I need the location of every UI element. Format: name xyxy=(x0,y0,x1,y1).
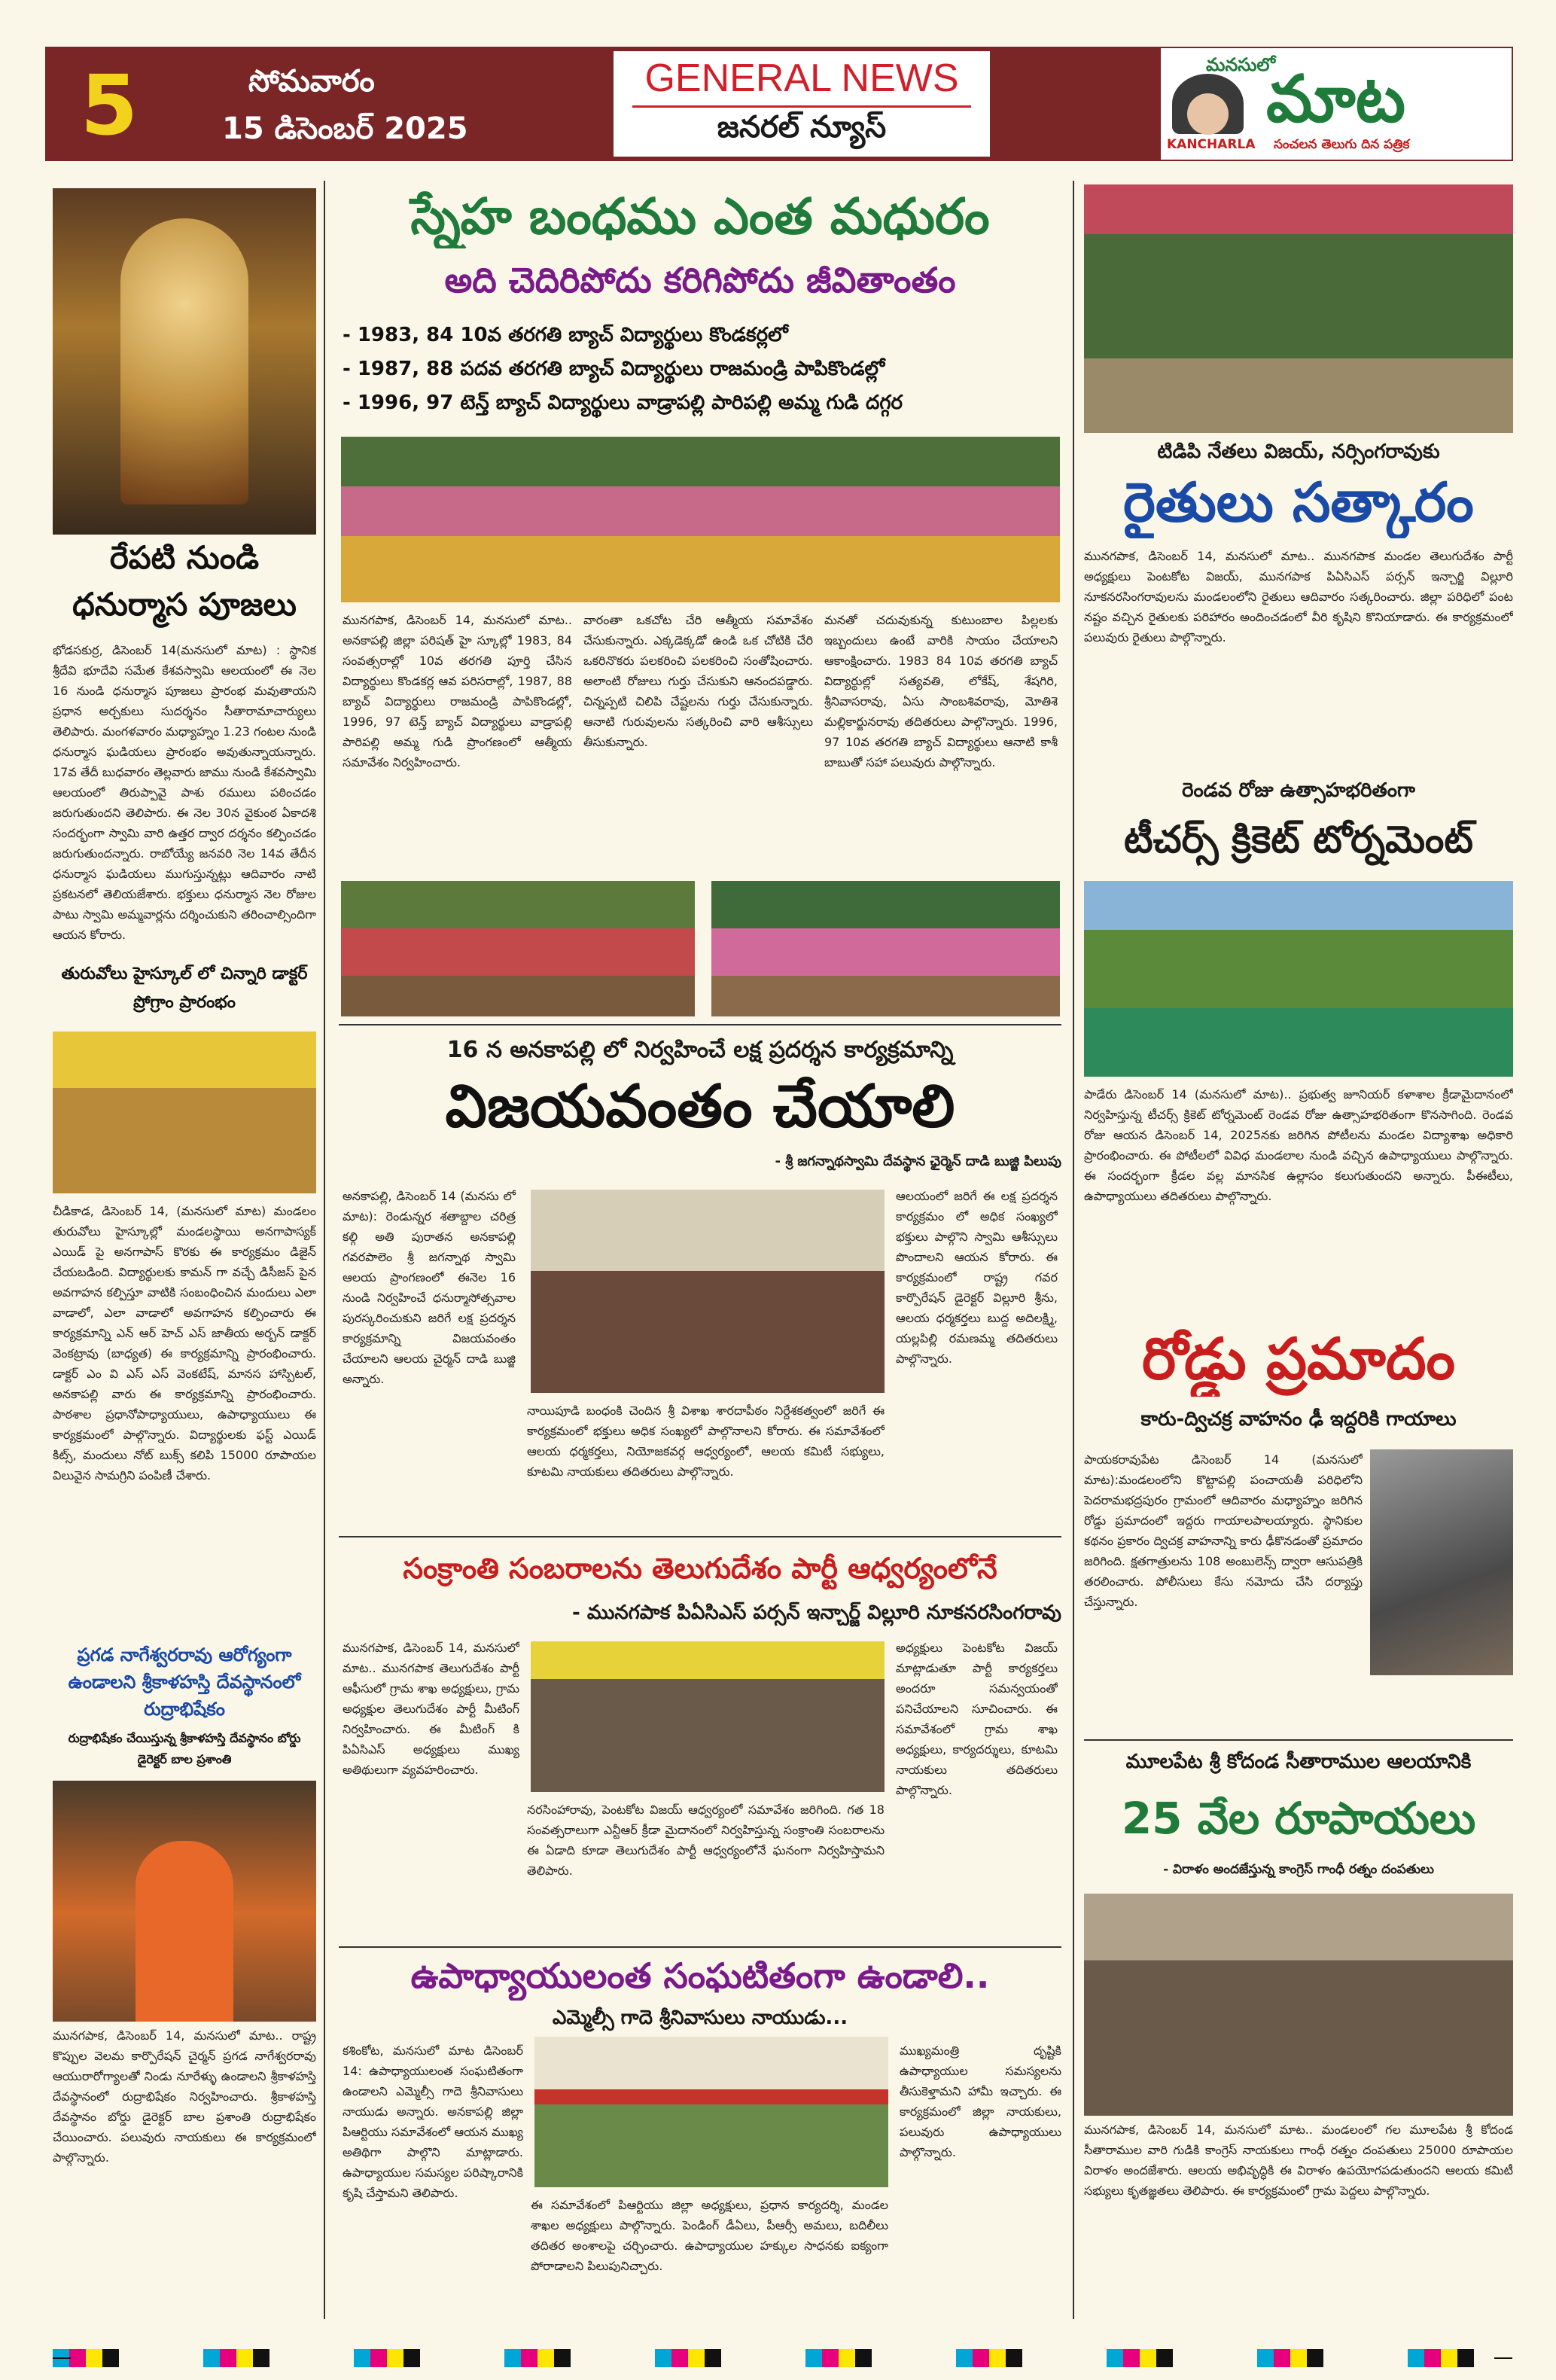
cricket-body: పాడేరు డిసెంబర్ 14 (మనసులో మాట).. ప్రభుత్వ జూనియర్ కళాశాల క్రీడామైదానంలో నిర్వహిస్తున్న టీచర్స్ క్రికెట్ టోర్నమెంట్ రెండవ రోజు ఉత్సాహభరితంగా కొనసాగింది. రెండవ రోజు ఆయన డిసెంబర్ 14, 2025నకు జరిగిన పోటీలను మండల విద్యాశాఖ అధికారి ప్రారంభించారు. ఈ పోటీలలో వివిధ మండలాల నుండి వచ్చిన ఉపాధ్యాయులు పాల్గొన్నారు. ఈ సందర్భంగా క్రీడల వల్ల మానసిక ఉల్లాసం కలుగుతుందని అన్నారు. పీఈటీలు, ఉపాధ్యాయులు తదితరులు పాల్గొన్నారు. xyxy=(1084,1087,1513,1203)
cricket-kicker: రెండవ రోజు ఉత్సాహభరితంగా xyxy=(1182,779,1415,802)
alumni-photo-2 xyxy=(341,881,695,1016)
sankranti-col2: నరసింహారావు, పెంటకోట విజయ్ ఆధ్వర్యంలో సమావేశం జరిగింది. గత 18 సంవత్సరాలుగా ఎన్టీఆర్ క్రీడా మైదానంలో నిర్వహిస్తున్న సంక్రాంతి సంబరాలను ఈ ఏడాది కూడా తెలుగుదేశం పార్టీ ఆధ్వర్యంలోనే ఘనంగా నిర్వహిస్తామని తెలిపారు. xyxy=(527,1803,885,1878)
donation-photo xyxy=(1084,1894,1513,2116)
rudrabhishekam-photo xyxy=(53,1781,316,2022)
registration-mark-left xyxy=(53,2357,71,2359)
mulapeta-body: మునగపాక, డిసెంబర్ 14, మనసులో మాట.. మండలంలో గల మూలపేట శ్రీ కోదండ సీతారాముల వారి గుడికి కాంగ్రెస్ నాయకులు గాంధీ రత్నం దంపతులు 25000 రూపాయల విరాళం అందజేశారు. ఆలయ అభివృద్ధికి ఈ విరాళం ఉపయోగపడుతుందని ఆలయ కమిటీ సభ్యులు కృతజ్ఞతలు తెలిపారు. ఈ కార్యక్రమంలో గ్రామ పెద్దలు పాల్గొన్నారు. xyxy=(1084,2122,1513,2198)
sneha-bullet-3: - 1996, 97 టెన్త్ బ్యాచ్ విద్యార్థులు వాడ్రాపల్లి పారిపల్లి అమ్మ గుడి దగ్గర xyxy=(343,392,903,414)
vijaya-headline: విజయవంతం చేయాలి xyxy=(445,1073,955,1141)
sneha-headline: స్నేహ బంధము ఎంత మధురం xyxy=(410,187,990,245)
temple-deity-photo xyxy=(53,188,316,535)
teachers-col2: ఈ సమావేశంలో పిఆర్టియు జిల్లా అధ్యక్షులు, ప్రధాన కార్యదర్శి, మండల శాఖల అధ్యక్షులు పాల్గొన్నారు. పెండింగ్ డీఏలు, పీఆర్సీ అమలు, బదిలీలు తదితర అంశాలపై చర్చించారు. ఉపాధ్యాయుల హక్కుల సాధనకు ఐక్యంగా పోరాడాలని పిలుపునిచ్చారు. xyxy=(531,2198,888,2273)
vijaya-col3: ఆలయంలో జరిగే ఈ లక్ష ప్రదర్శన కార్యక్రమం లో అధిక సంఖ్యలో భక్తులు పాల్గొని స్వామి ఆశీస్సులు పొందాలని ఆయన కోరారు. ఈ కార్యక్రమంలో రాష్ట్ర గవర కార్పొరేషన్ డైరెక్టర్ విల్లూరి శ్రీను, ఆలయ ధర్మకర్తలు బుద్ద అదిలక్ష్మి, యల్లపిల్లి రమణమ్మ తదితరులు పాల్గొన్నారు. xyxy=(896,1189,1058,1366)
rythu-body: మునగపాక, డిసెంబర్ 14, మనసులో మాట.. మునగపాక మండల తెలుగుదేశం పార్టీ అధ్యక్షులు పెంటకోట విజయ్, మునగపాక పిఏసిఎస్ పర్సన్ ఇన్చార్జి విల్లూరి నూకనరసింగరావులను మండలంలోని రైతులు ఆదివారం సత్కరించారు. జిల్లా పరిధిలో పంట నష్టం వచ్చిన రైతులకు పరిహారం అందించడంలో వీరి కృషిని కొనియాడారు. ఈ కార్యక్రమంలో పలువురు రైతులు పాల్గొన్నారు. xyxy=(1084,549,1513,645)
column-rule-left xyxy=(324,181,325,2319)
mulapeta-headline: 25 వేల రూపాయలు xyxy=(1121,1793,1476,1844)
logo-name: KANCHARLA xyxy=(1167,137,1256,152)
print-color-bar xyxy=(53,2349,1513,2367)
teachers-col3: ముఖ్యమంత్రి దృష్టికి ఉపాధ్యాయుల సమస్యలను తీసుకెళ్తామని హామీ ఇచ్చారు. ఈ కార్యక్రమంలో జిల్లా నాయకులు, పలువురు ఉపాధ్యాయులు పాల్గొన్నారు. xyxy=(900,2043,1061,2159)
registration-mark-right xyxy=(1494,2357,1512,2359)
page-number: 5 xyxy=(80,57,139,154)
section-title-telugu: జనరల్ న్యూస్ xyxy=(717,110,887,145)
tdp-meeting-photo xyxy=(531,1641,885,1792)
sneha-col3: మనతో చదువుకున్న కుటుంబాల పిల్లలకు ఇబ్బందులు ఉంటే వారికి సాయం చేయాలని ఆకాంక్షించారు. 1983 84 10వ తరగతి బ్యాచ్ విద్యార్థుల్లో సత్యవతి, లోకేష్, శేషగిరి, శ్రీనివాసరావు, ఏసు సాంబశివరావు, మోతిశె మల్లికార్జునరావు తదితరులు పాల్గొన్నారు. 1996, 97 10వ తరగతి బ్యాచ్ విద్యార్థులు ఆనాటి కాశీ బాబుతో సహా పలువురు పాల్గొన్నారు. xyxy=(824,613,1058,769)
prtu-meeting-photo xyxy=(534,2037,888,2187)
chinnari-body: చీడికాడ, డిసెంబర్ 14, (మనసులో మాట) మండలం తురువోలు హైస్కూల్లో మండలస్థాయి అనగాపాస్యక్ ఎయిడ్ పై అనగాపాస్ కొరకు ఈ కార్యక్రమం డిజైన్ చేయబడింది. విద్యార్థులకు కామన్ గా వచ్చే డిసీజస్ పైన అవగాహన కల్పిస్తూ వాటికి సంబంధించిన మందులు ఎలా వాడాలో, ఎలా వాడాలో అవగాహన కల్పించారు ఈ కార్యక్రమాన్ని ఎన్ ఆర్ హెచ్ ఎస్ జాతీయ అర్బన్ డాక్టర్ వెంకట్రావు (బాధ్యత) ఈ కార్యక్రమాన్ని ప్రారంభించారు. డాక్టర్ ఎం వి ఎస్ ఎస్ వెంకటేష్, మానస హాస్పిటల్, అనకాపల్లి వారు ఈ కార్యక్రమాన్ని ప్రారంభించారు. పాఠశాల ప్రధానోపాధ్యాయులు, ఉపాధ్యాయులు ఈ కార్యక్రమంలో పాల్గొన్నారు. విద్యార్థులకు ఫస్ట్ ఎయిడ్ కిట్స్, మందులు నోట్ బుక్స్ కలిపి 15000 రూపాయల విలువైన సామగ్రిని పంపిణీ చేశారు. xyxy=(53,1204,316,1483)
sankranti-col1: మునగపాక, డిసెంబర్ 14, మనసులో మాట.. మునగపాక తెలుగుదేశం పార్టీ ఆఫీసులో గ్రామ శాఖ అధ్యక్షులు, గ్రామ అధ్యక్షుల తెలుగుదేశం పార్టీ మీటింగ్ నిర్వహించారు. ఈ మీటింగ్ కి పిఏసిఎస్ అధ్యక్షులు ముఖ్య అతిథులుగా వ్యవహరించారు. xyxy=(343,1641,519,1777)
section-title-english: GENERAL NEWS xyxy=(644,56,959,100)
vijaya-col2: నాయిపూడి బంధంకి చెందిన శ్రీ విశాఖ శారదాపీఠం నిర్దేశకత్వంలో జరిగే ఈ కార్యక్రమంలో భక్తులు అధిక సంఖ్యలో పాల్గొనాలని కోరారు. ఈ సమావేశంలో ఆలయ ధర్మకర్తలు, నియోజకవర్గ ఆధ్వర్యంలో, ఆలయ కమిటీ సభ్యులు, కూటమి నాయకులు తదితరులు పాల్గొన్నారు. xyxy=(527,1403,885,1479)
alumni-photo-3 xyxy=(711,881,1060,1016)
mulapeta-byline: - విరాళం అందజేస్తున్న కాంగ్రెస్ గాంధీ రత్నం దంపతులు xyxy=(1163,1862,1434,1877)
cricket-tournament-photo xyxy=(1084,881,1513,1077)
sankranti-col3: అధ్యక్షులు పెంటకోట విజయ్ మాట్లాడుతూ పార్టీ కార్యకర్తలు అందరూ సమన్వయంతో పనిచేయాలని సూచించారు. ఈ సమావేశంలో గ్రామ శాఖ అధ్యక్షులు, కార్యదర్శులు, కూటమి నాయకులు తదితరులు పాల్గొన్నారు. xyxy=(896,1641,1058,1797)
newspaper-logo xyxy=(1159,47,1513,161)
masthead-day: సోమవారం xyxy=(248,64,375,99)
poster-release-photo xyxy=(531,1190,885,1393)
sneha-bullet-2: - 1987, 88 పదవ తరగతి బ్యాచ్ విద్యార్థులు రాజమండ్రి పాపికొండల్లో xyxy=(343,358,885,380)
accident-car-photo xyxy=(1370,1449,1513,1675)
sankranti-byline: - మునగపాక పిఏసిఎస్ పర్సన్ ఇన్చార్జ్ విల్లూరి నూకనరసింగరావు xyxy=(572,1601,1061,1624)
deity-figure xyxy=(120,218,248,504)
section-divider xyxy=(632,105,971,108)
mulapeta-kicker: మూలపేట శ్రీ కోదండ సీతారాముల ఆలయానికి xyxy=(1125,1751,1472,1773)
srikalahasti-subhead: రుద్రాభిషేకం చేయిస్తున్న శ్రీకాళహస్తి దేవస్థానం బోర్డు డైరెక్టర్ బాల ప్రశాంతి xyxy=(68,1731,301,1766)
road-subhead: కారు-ద్విచక్ర వాహనం ఢీ ఇద్దరికి గాయాలు xyxy=(1140,1408,1457,1431)
logo-main-text: మాట xyxy=(1266,62,1405,137)
sneha-bullet-1: - 1983, 84 10వ తరగతి బ్యాచ్ విద్యార్థులు కొండకర్లలో xyxy=(343,324,788,346)
sneha-col1: మునగపాక, డిసెంబర్ 14, మనసులో మాట.. అనకాపల్లి జిల్లా పరిషత్ హై స్కూల్లో 1983, 84 సంవత్సరాల్లో 10వ తరగతి పూర్తి చేసిన విద్యార్థులు కొండకర్ల ఆవ పరిసరాల్లో, 1987, 88 బ్యాచ్ విద్యార్థులు రాజమండ్రి పాపికొండల్లో, 1996, 97 టెన్త్ బ్యాచ్ విద్యార్థులు వాడ్రాపల్లి పారిపల్లి అమ్మ గుడి ప్రాంగణంలో ఆత్మీయ సమావేశం నిర్వహించారు. xyxy=(343,613,572,769)
srikalahasti-headline: ప్రగడ నాగేశ్వరరావు ఆరోగ్యంగా ఉండాలని శ్రీకాళహస్తి దేవస్థానంలో రుద్రాభిషేకం xyxy=(68,1644,301,1720)
school-program-photo xyxy=(53,1032,316,1193)
sankranti-headline: సంక్రాంతి సంబరాలను తెలుగుదేశం పార్టీ ఆధ్వర్యంలోనే xyxy=(403,1552,997,1585)
dhanurmasa-body: భోడసకుర్ర, డిసెంబర్ 14(మనసులో మాట) : స్థానిక శ్రీదేవి భూదేవి సమేత కేశవస్వామి ఆలయంలో ఈ నెల 16 నుండి ధనుర్మాస పూజలు ప్రారంభ మవుతాయని ప్రధాన అర్చకులు సుదర్శనం సీతారామాచార్యులు తెలిపారు. మంగళవారం మధ్యాహ్నం 1.23 గంటల నుండి ధనుర్మాస ఘడియలు ప్రారంభం అవుతున్నాయన్నారు. 17వ తేదీ బుధవారం తెల్లవారు జాము నుండి కేశవస్వామి ఆలయంలో తిరుప్పావై పాశు రములు పఠించడం జరుగుతుందని తెలిపారు. ఈ నెల 30న వైకుంఠ ఏకాదశి సందర్భంగా స్వామి వారి ఉత్తర ద్వార దర్శనం కల్పించడం జరుగుతుందన్నారు. రాబోయ్యే జనవరి నెల 14వ తేదీన ధనుర్మాస ఘడియలు ముగుస్తున్నట్లు ఆదివారం నాటి ప్రకటనలో తెలియజేశారు. భక్తులు ధనుర్మాస నెల రోజుల పాటు స్వామి అమ్మవార్లను దర్శించుకుని తరించాల్సిందిగా ఆయన కోరారు. xyxy=(53,643,316,942)
vijaya-byline: - శ్రీ జగన్నాథస్వామి దేవస్థాన ఛైర్మెన్ దాడి బుజ్జి పిలుపు xyxy=(775,1153,1061,1169)
divider-sankranti xyxy=(339,1536,1061,1537)
farmers-felicitation-photo xyxy=(1084,184,1513,433)
devotee-figure xyxy=(136,1841,233,2022)
teachers-col1: కశింకోట, మనసులో మాట డిసెంబర్ 14: ఉపాధ్యాయులంత సంఘటితంగా ఉండాలని ఎమ్మెల్సీ గాదె శ్రీనివాసులు నాయుడు అన్నారు. అనకాపల్లి జిల్లా పిఆర్టియు సమావేశంలో ఆయన ముఖ్య అతిథిగా పాల్గొని మాట్లాడారు. ఉపాధ్యాయుల సమస్యల పరిష్కారానికి కృషి చేస్తామని తెలిపారు. xyxy=(343,2043,523,2200)
teachers-headline: ఉపాధ్యాయులంత సంఘటితంగా ఉండాలి.. xyxy=(410,1955,990,1996)
chinnari-headline: తురువోలు హైస్కూల్ లో చిన్నారి డాక్టర్ ప్రోగ్రాం ప్రారంభం xyxy=(61,964,308,1012)
divider-teachers xyxy=(339,1946,1061,1948)
vijaya-kicker: 16 న అనకాపల్లి లో నిర్వహించే లక్ష ప్రదర్శన కార్యక్రమాన్ని xyxy=(446,1037,954,1063)
logo-small-text: మనసులో xyxy=(1206,54,1276,75)
sneha-col2: వారంతా ఒకచోట చేరి ఆత్మీయ సమావేశం చేసుకున్నారు. ఎక్కడెక్కడో ఉండి ఒక చోటికి చేరి ఒకరినొకరు పలకరించి పలకరించి సంతోషించారు. అలాంటి రోజులు గుర్తు చేసుకుని ఆనందపడ్డారు. చిన్నప్పటి చిలిపి చేష్టలను గుర్తు చేసుకున్నారు. ఆనాటి గురువులను సత్కరించి వారి ఆశీస్సులు తీసుకున్నారు. xyxy=(583,613,813,749)
alumni-group-photo xyxy=(341,437,1060,602)
logo-tagline: సంచలన తెలుగు దిన పత్రిక xyxy=(1274,137,1410,152)
rythu-headline: రైతులు సత్కారం xyxy=(1123,471,1474,534)
logo-portrait-face xyxy=(1187,93,1229,135)
column-rule-right xyxy=(1073,181,1074,2319)
divider-vijaya xyxy=(339,1024,1061,1025)
sneha-subheadline: అది చెదిరిపోదు కరిగిపోదు జీవితాంతం xyxy=(444,260,956,300)
road-body: పాయకరావుపేట డిసెంబర్ 14 (మనసులో మాట):మండలంలోని కొట్టాపల్లి పంచాయతీ పరిధిలోని పెదరామభద్రపురం గ్రామంలో ఆదివారం మధ్యాహ్నం జరిగిన రోడ్డు ప్రమాదంలో ఇద్దరు గాయాలపాలయ్యారు. స్థానికుల కథనం ప్రకారం ద్విచక్ర వాహనాన్ని కారు ఢీకొనడంతో ప్రమాదం జరిగింది. క్షతగాత్రులను 108 అంబులెన్స్ ద్వారా ఆసుపత్రికి తరలించారు. పోలీసులు కేసు నమోదు చేసి దర్యాప్తు చేస్తున్నారు. xyxy=(1084,1452,1363,1609)
srikalahasti-body: మునగపాక, డిసెంబర్ 14, మనసులో మాట.. రాష్ట్ర కొప్పుల వెలమ కార్పొరేషన్ చైర్మన్ ప్రగడ నాగేశ్వరరావు ఆయురారోగ్యాలతో నిండు నూరేళ్ళు ఉండాలని శ్రీకాళహస్తి దేవస్థానంలో రుద్రాభిషేకం నిర్వహించారు. శ్రీకాళహస్తి దేవస్థానం బోర్డు డైరెక్టర్ బాల ప్రశాంతి రుద్రాభిషేకం చేయించారు. పలువురు నాయకులు ఈ కార్యక్రమంలో పాల్గొన్నారు. xyxy=(53,2028,316,2165)
divider-mulapeta xyxy=(1084,1739,1513,1741)
dhanurmasa-headline: రేపటి నుండి ధనుర్మాస పూజలు xyxy=(72,539,297,623)
rythu-subhead: టిడిపి నేతలు విజయ్, నర్సింగరావుకు xyxy=(1157,440,1440,463)
vijaya-col1: అనకాపల్లి, డిసెంబర్ 14 (మనసు లో మాట): రెండున్నర శతాబ్దాల చరిత్ర కల్గి అతి పురాతన అనకాపల్లి గవరపాలెం శ్రీ జగన్నాథ స్వామి ఆలయ ప్రాంగణంలో ఈనెల 16 నుండి నిర్వహించే ధనుర్మాసోత్సవాల పురస్కరించుకుని జరిగే లక్ష ప్రదర్శన కార్యక్రమాన్ని విజయవంతం చేయాలని ఆలయ చైర్మన్ దాడి బుజ్జి అన్నారు. xyxy=(343,1189,516,1386)
road-headline: రోడ్డు ప్రమాదం xyxy=(1141,1325,1456,1392)
masthead-date: 15 డిసెంబర్ 2025 xyxy=(222,111,468,146)
teachers-byline: ఎమ్మెల్సీ గాదె శ్రీనివాసులు నాయుడు... xyxy=(552,2007,848,2029)
cricket-headline: టీచర్స్ క్రికెట్ టోర్నమెంట్ xyxy=(1124,818,1473,861)
